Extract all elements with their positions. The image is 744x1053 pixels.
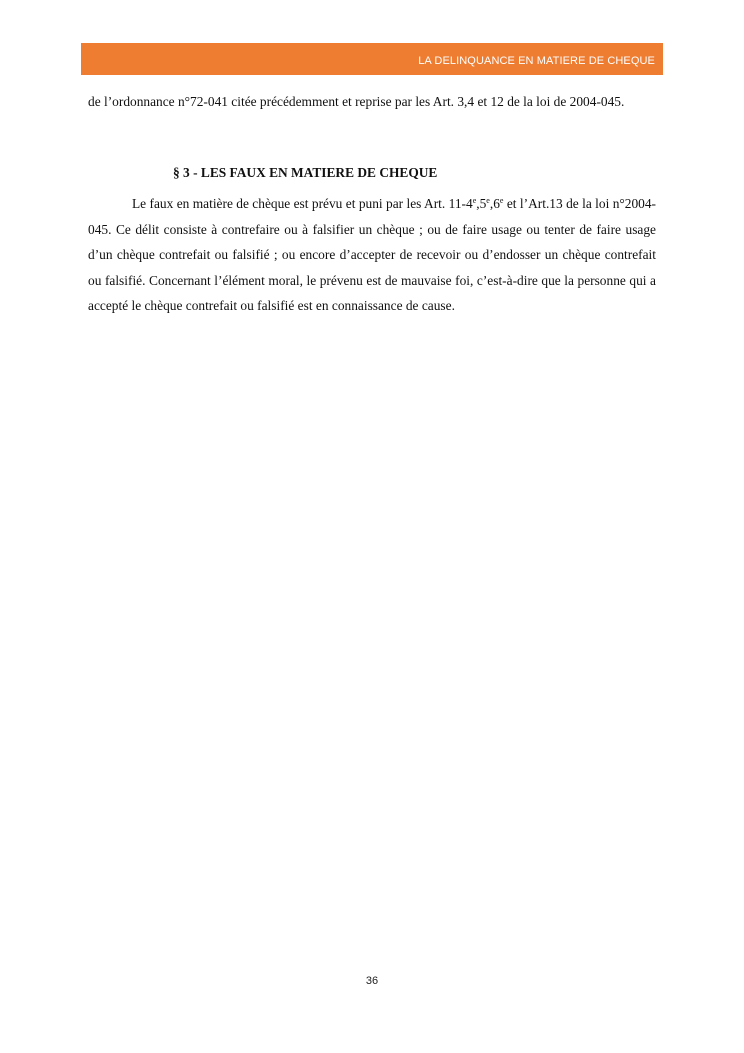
superscript-2: e [486,196,490,205]
section-heading: § 3 - LES FAUX EN MATIERE DE CHEQUE [173,164,438,180]
superscript-1: e [472,196,477,205]
running-header-title: LA DELINQUANCE EN MATIERE DE CHEQUE [418,55,655,67]
paragraph-text-part-2: ,5 [476,196,487,211]
paragraph-text-part-1: Le faux en matière de chèque est prévu et puni par les Art. 11-4 [132,196,473,211]
superscript-3: e [499,196,504,205]
body-paragraph [88,191,656,319]
paragraph-text-part-3: ,6 [489,196,500,211]
page-content [88,89,656,319]
running-header-band [81,43,663,75]
paragraph-text-part-4: et l’Art.13 de la loi n°2004-045. Ce délit consiste à contrefaire ou à falsifier un chèque ; ou de faire usage ou tenter de faire usage d’un chèque contrefait ou falsifié ; ou encore d’accepter de recevoir ou d’endosser un chèque contrefait ou falsifié. Concernant l’élément moral, le prévenu est de mauvaise foi, c’est-à-dire que la personne qui a accepté le chèque contrefait ou falsifié est en connaissance de cause. [88,196,656,313]
page-number: 36 [365,975,379,987]
continuation-paragraph: de l’ordonnance n°72-041 citée précédemment et reprise par les Art. 3,4 et 12 de la loi de 2004-045. [88,94,625,109]
